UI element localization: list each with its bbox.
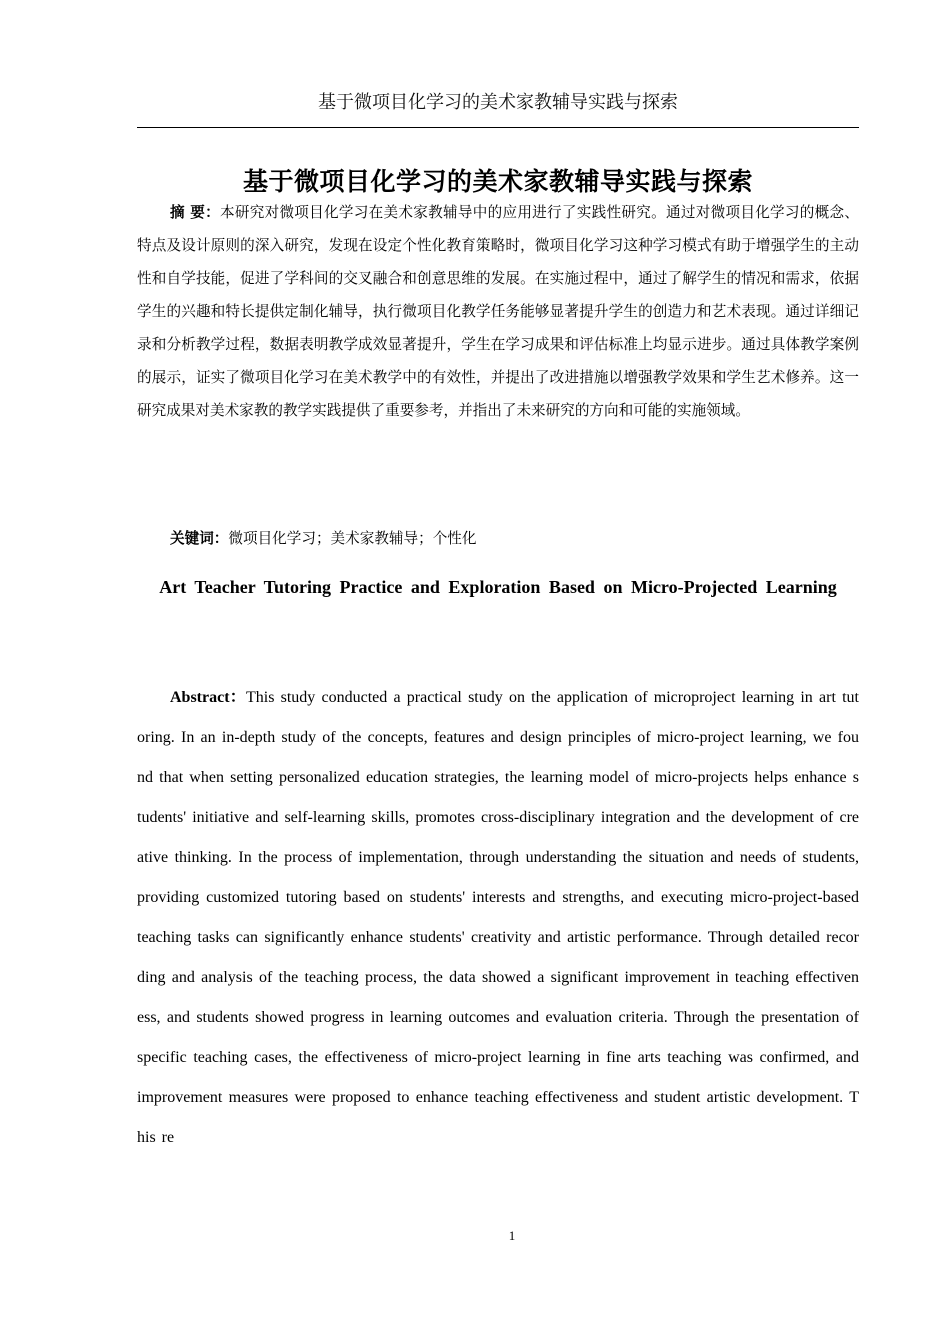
abstract-label-chinese: 摘 要：	[170, 204, 220, 221]
page-number: 1	[508, 1228, 516, 1243]
keywords-chinese	[170, 522, 859, 555]
header-divider	[137, 127, 859, 128]
paper-title-chinese: 基于微项目化学习的美术家教辅导实践与探索	[242, 167, 753, 196]
paper-title-english: Art Teacher Tutoring Practice and Exploration Based on Micro-Projected Learning	[159, 577, 837, 597]
abstract-text-english: This study conducted a practical study on the application of microproject learning in art tutoring. In an in-depth study of the concepts, features and design principles of micro-project learning, we found that when setting personalized education strategies, the learning model of micro-projects helps enhance students' initiative and self-learning skills, promotes cross-disciplinary integration and the development of creative thinking. In the process of implementation, through understanding the situation and needs of students, providing customized tutoring based on students' interests and strengths, and executing micro-project-based teaching tasks can significantly enhance students' creativity and artistic performance. Through detailed recording and analysis of the teaching process, the data showed a significant improvement in teaching effectiveness, and students showed progress in learning outcomes and evaluation criteria. Through the presentation of specific teaching cases, the effectiveness of micro-project learning in fine arts teaching was confirmed, and improvement measures were proposed to enhance teaching effectiveness and student artistic development. This re	[137, 689, 859, 1146]
running-header: 基于微项目化学习的美术家教辅导实践与探索	[318, 92, 678, 113]
abstract-chinese	[137, 196, 859, 427]
abstract-english	[137, 678, 859, 1158]
keywords-text: 微项目化学习；美术家教辅导；个性化	[228, 530, 477, 547]
abstract-label-english: Abstract：	[170, 689, 246, 706]
keywords-label: 关键词：	[170, 530, 229, 547]
abstract-text-chinese: 本研究对微项目化学习在美术家教辅导中的应用进行了实践性研究。通过对微项目化学习的概念、特点及设计原则的深入研究，发现在设定个性化教育策略时，微项目化学习这种学习模式有助于增强学生的主动性和自学技能，促进了学科间的交叉融合和创意思维的发展。在实施过程中，通过了解学生的情况和需求，依据学生的兴趣和特长提供定制化辅导，执行微项目化教学任务能够显著提升学生的创造力和艺术表现。通过详细记录和分析教学过程，数据表明教学成效显著提升，学生在学习成果和评估标准上均显示进步。通过具体教学案例的展示，证实了微项目化学习在美术教学中的有效性，并提出了改进措施以增强教学效果和学生艺术修养。这一研究成果对美术家教的教学实践提供了重要参考，并指出了未来研究的方向和可能的实施领域。	[137, 204, 859, 419]
